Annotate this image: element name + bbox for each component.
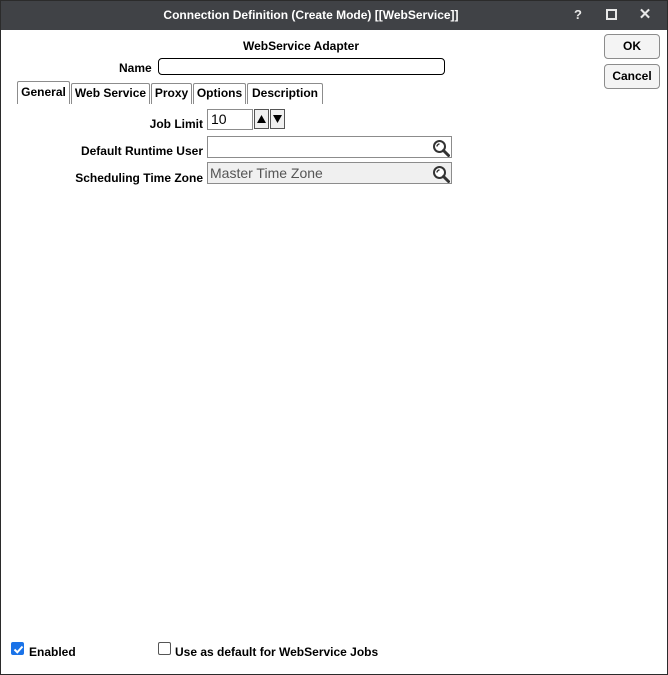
time-zone-lookup[interactable] bbox=[207, 162, 452, 184]
job-limit-input[interactable]: 10 bbox=[207, 109, 253, 130]
cancel-button[interactable]: Cancel bbox=[604, 64, 660, 89]
enabled-checkbox[interactable] bbox=[11, 642, 24, 655]
help-icon[interactable]: ? bbox=[574, 7, 582, 22]
magnifier-icon[interactable] bbox=[432, 139, 450, 157]
job-limit-decrement-button[interactable] bbox=[270, 109, 285, 129]
default-label: Use as default for WebService Jobs bbox=[175, 645, 379, 659]
maximize-icon[interactable] bbox=[600, 5, 622, 25]
close-icon[interactable]: ✕ bbox=[638, 6, 652, 23]
adapter-title: WebService Adapter bbox=[242, 39, 360, 53]
tab-proxy[interactable]: Proxy bbox=[151, 83, 192, 104]
default-checkbox[interactable] bbox=[158, 642, 171, 655]
window-title: Connection Definition (Create Mode) [[WebService]] bbox=[163, 8, 459, 22]
name-label: Name bbox=[119, 61, 152, 75]
time-zone-value: Master Time Zone bbox=[210, 165, 323, 181]
job-limit-increment-button[interactable] bbox=[254, 109, 269, 129]
tab-web-service[interactable]: Web Service bbox=[71, 83, 150, 104]
title-bar[interactable] bbox=[1, 1, 667, 30]
tab-options[interactable]: Options bbox=[193, 83, 246, 104]
magnifier-icon[interactable] bbox=[432, 165, 450, 183]
name-input[interactable] bbox=[158, 58, 445, 75]
runtime-user-label: Default Runtime User bbox=[80, 144, 203, 158]
runtime-user-lookup[interactable] bbox=[207, 136, 452, 158]
tab-description[interactable]: Description bbox=[247, 83, 323, 104]
checkmark-icon bbox=[13, 644, 24, 655]
triangle-up-icon bbox=[257, 115, 266, 123]
enabled-label: Enabled bbox=[29, 645, 76, 659]
ok-button[interactable]: OK bbox=[604, 34, 660, 59]
triangle-down-icon bbox=[273, 115, 282, 123]
job-limit-label: Job Limit bbox=[149, 117, 203, 131]
time-zone-label: Scheduling Time Zone bbox=[75, 171, 203, 185]
tab-general[interactable]: General bbox=[17, 81, 70, 104]
